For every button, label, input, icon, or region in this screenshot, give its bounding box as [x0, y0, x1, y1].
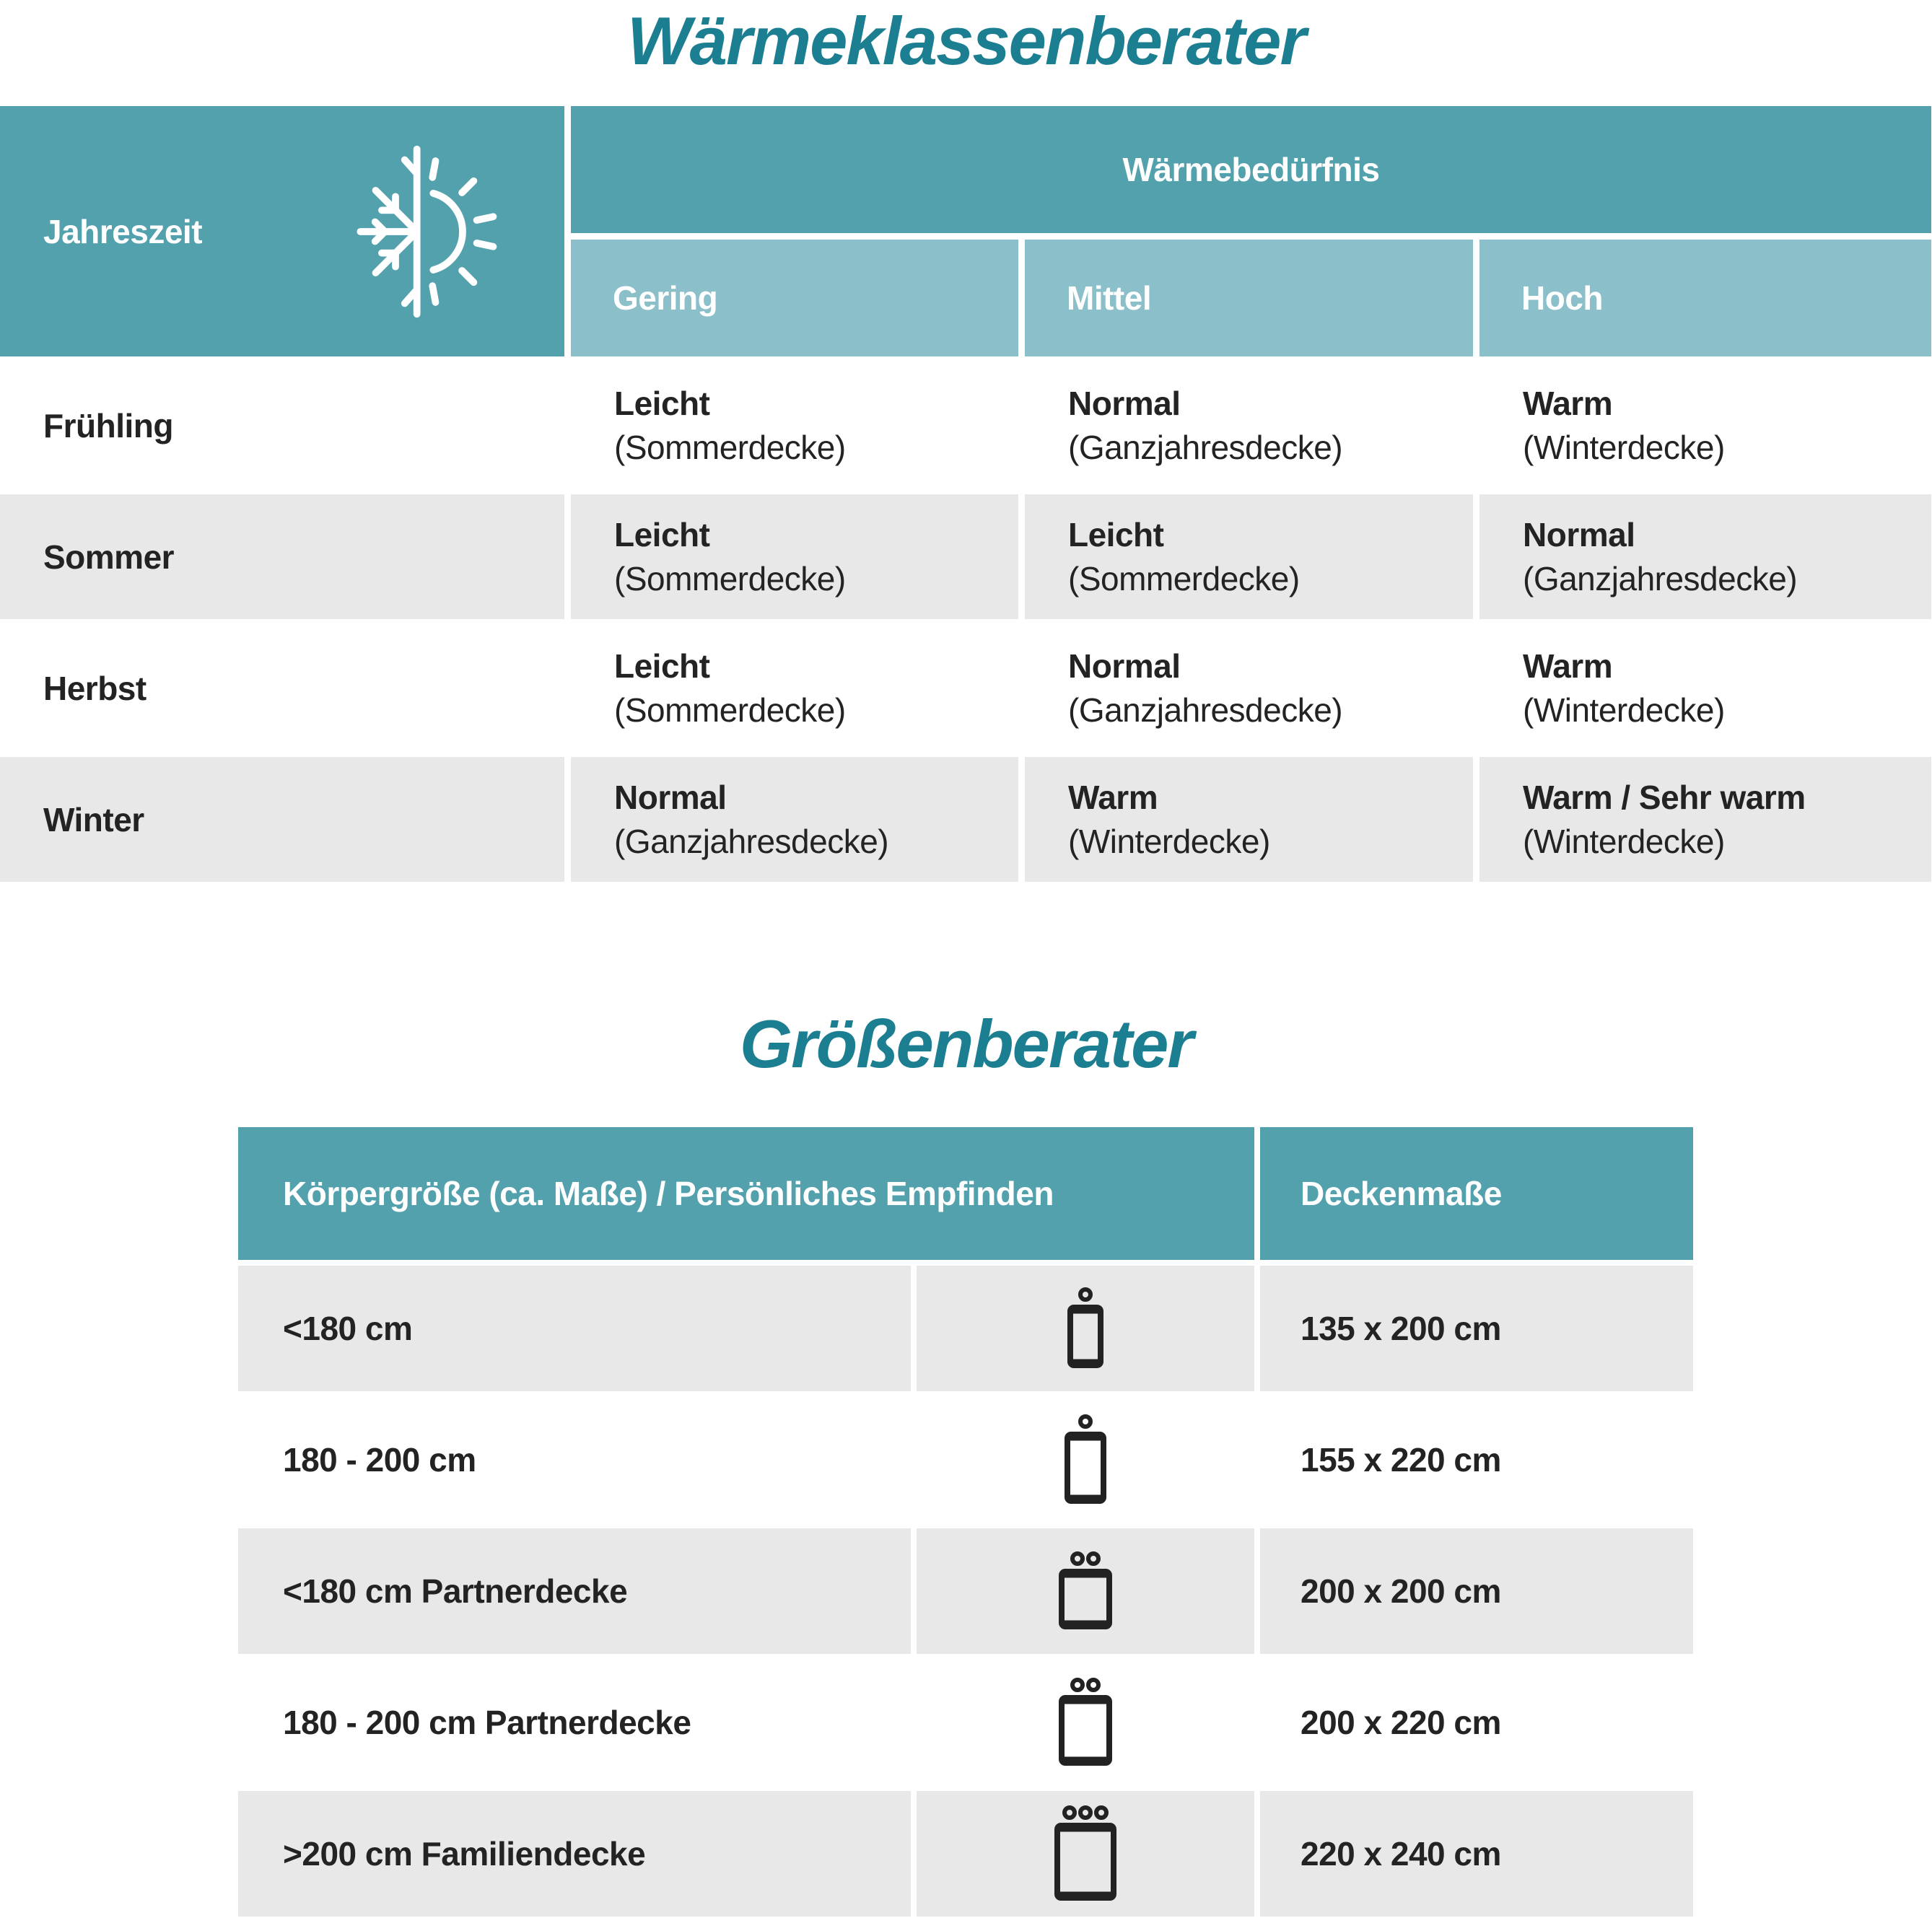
- size-table-title: Größenberater: [740, 1006, 1192, 1082]
- size-row-label: <180 cm: [238, 1266, 911, 1391]
- icon-cell: [917, 1791, 1254, 1917]
- season-column-header-label: Jahreszeit: [43, 212, 203, 250]
- single-person-blanket-icon: [1066, 1287, 1105, 1370]
- warmth-cell: Normal (Ganzjahresdecke): [1025, 363, 1473, 488]
- size-row-label: 180 - 200 cm: [238, 1397, 911, 1523]
- warmth-cell: Leicht (Sommerdecke): [571, 494, 1018, 619]
- blanket-size-value: 135 x 200 cm: [1260, 1266, 1693, 1391]
- warmth-cell: Leicht (Sommerdecke): [571, 363, 1018, 488]
- warmth-table-title: Wärmeklassenberater: [626, 3, 1306, 79]
- season-column-header-cell: [0, 106, 564, 356]
- column-header-mittel: Mittel: [1025, 240, 1473, 356]
- season-label-sommer: Sommer: [0, 494, 564, 619]
- blanket-size-value: 155 x 220 cm: [1260, 1397, 1693, 1523]
- season-label-herbst: Herbst: [0, 626, 564, 750]
- warmth-cell: Leicht (Sommerdecke): [571, 626, 1018, 750]
- partner-blanket-icon: [1057, 1678, 1114, 1767]
- warmth-class-table: [0, 106, 1931, 882]
- size-row-label: <180 cm Partnerdecke: [238, 1528, 911, 1654]
- blanket-size-header-cell: Deckenmaße: [1260, 1127, 1693, 1260]
- size-row-label: 180 - 200 cm Partnerdecke: [238, 1660, 911, 1785]
- warmth-need-group-header-label: Wärmebedürfnis: [1122, 151, 1380, 188]
- warmth-cell: Warm (Winterdecke): [1479, 626, 1931, 750]
- snowflake-sun-icon: [345, 140, 498, 323]
- column-header-gering: Gering: [571, 240, 1018, 356]
- blanket-size-value: 220 x 240 cm: [1260, 1791, 1693, 1917]
- body-height-header-cell: Körpergröße (ca. Maße) / Persönliches Empfinden: [238, 1127, 1254, 1260]
- column-header-hoch: Hoch: [1479, 240, 1931, 356]
- icon-cell: [917, 1528, 1254, 1654]
- warmth-cell: Warm / Sehr warm (Winterdecke): [1479, 757, 1931, 882]
- warmth-cell: Warm (Winterdecke): [1479, 363, 1931, 488]
- blanket-size-value: 200 x 220 cm: [1260, 1660, 1693, 1785]
- warmth-cell: Normal (Ganzjahresdecke): [1479, 494, 1931, 619]
- warmth-cell: Normal (Ganzjahresdecke): [1025, 626, 1473, 750]
- warmth-cell: Leicht (Sommerdecke): [1025, 494, 1473, 619]
- icon-cell: [917, 1266, 1254, 1391]
- single-person-blanket-icon: [1062, 1414, 1109, 1505]
- warmth-cell: Warm (Winterdecke): [1025, 757, 1473, 882]
- season-label-winter: Winter: [0, 757, 564, 882]
- blanket-size-value: 200 x 200 cm: [1260, 1528, 1693, 1654]
- size-row-label: >200 cm Familiendecke: [238, 1791, 911, 1917]
- warmth-need-group-header-cell: [571, 106, 1931, 233]
- season-label-fruehling: Frühling: [0, 363, 564, 488]
- warmth-cell: Normal (Ganzjahresdecke): [571, 757, 1018, 882]
- icon-cell: [917, 1397, 1254, 1523]
- size-advisor-table: [238, 1127, 1693, 1917]
- partner-blanket-icon: [1057, 1551, 1114, 1631]
- icon-cell: [917, 1660, 1254, 1785]
- family-blanket-icon: [1052, 1805, 1119, 1902]
